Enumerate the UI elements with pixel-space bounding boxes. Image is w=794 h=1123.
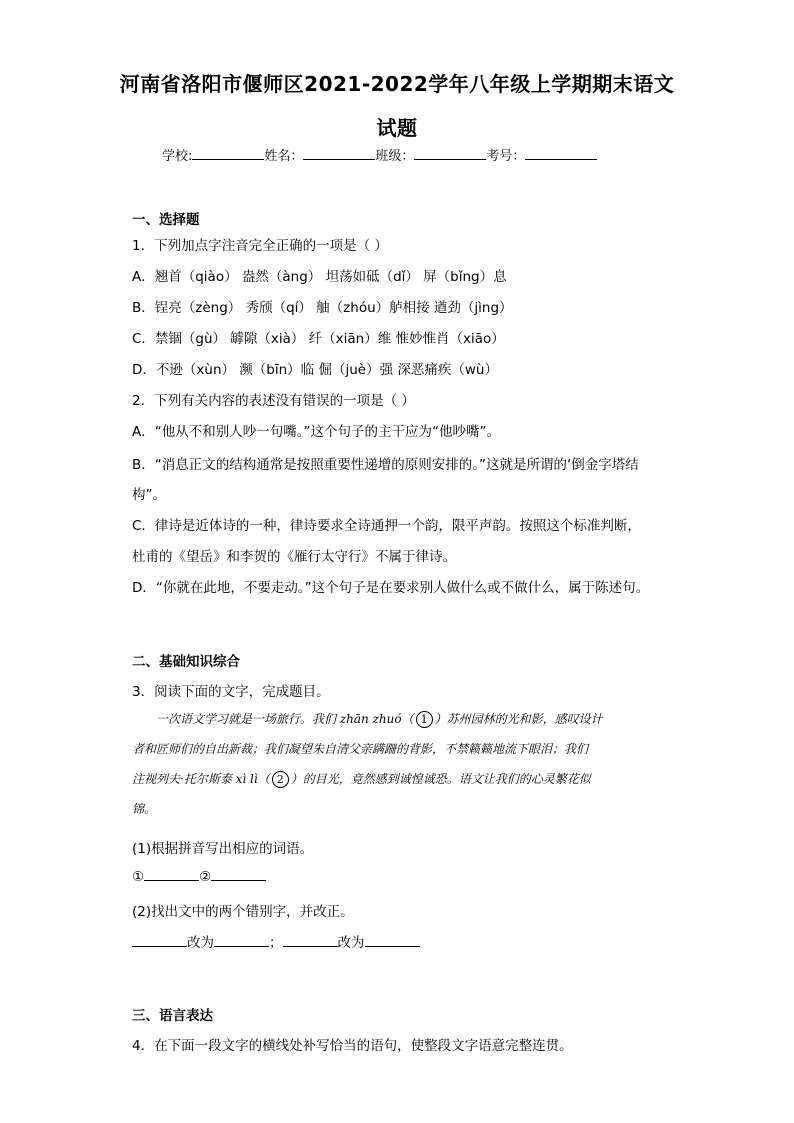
section-heading-expression: 三、语言表达 [132, 1008, 213, 1024]
question-2-option-b: B．“消息正文的结构通常是按照重要性递增的原则安排的。”这就是所谓的‘倒金字塔结 [132, 457, 639, 473]
school-label: 学校: [162, 149, 193, 164]
fix-label-1: 改为 [187, 935, 214, 951]
name-label: 姓名： [264, 149, 304, 164]
correct-char-blank-2[interactable] [365, 934, 420, 947]
question-1-option-b: B．锃亮（zèng） 秀颀（qí） 舳（zhóu）舻相接 遒劲（jìng） [132, 300, 513, 316]
passage-line-2: 者和匠师们的自出新裁；我们凝望朱自清父亲蹒跚的背影，不禁籁籁地流下眼泪；我们 [132, 742, 589, 756]
question-3-stem: 3．阅读下面的文字，完成题目。 [132, 684, 330, 700]
answer-label-2: ② [199, 869, 212, 885]
fix-label-2: 改为 [337, 935, 365, 951]
answer-blank-2[interactable] [211, 868, 266, 881]
question-4-stem: 4．在下面一段文字的横线处补写恰当的语句，使整段文字语意完整连贯。 [132, 1038, 573, 1054]
separator: ； [269, 935, 283, 951]
section-heading-choice: 一、选择题 [132, 212, 200, 228]
answer-label-1: ① [132, 869, 145, 885]
school-blank[interactable] [192, 147, 264, 160]
question-2-option-a: A．“他从不和别人吵一句嘴。”这个句子的主干应为“他吵嘴”。 [132, 424, 500, 440]
blank-number-2: 2 [272, 771, 289, 788]
passage-line-4: 锦。 [132, 802, 157, 816]
question-2-option-c-cont: 杜甫的《望岳》和李贺的《雁行太守行》不属于律诗。 [132, 549, 456, 565]
passage-line-1b: ）苏州园林的光和影，感叹设计 [434, 712, 603, 726]
answer-blank-1[interactable] [144, 868, 199, 881]
question-1-option-c: C．禁锢（gù） 罅隙（xià） 纤（xiān）维 惟妙惟肖（xiāo） [132, 331, 505, 347]
exam-no-label: 考号： [486, 149, 526, 164]
question-1-option-d: D．不逊（xùn） 濒（bīn）临 倔（juè）强 深恶痛疾（wù） [132, 362, 498, 378]
wrong-char-blank-2[interactable] [283, 934, 338, 947]
name-blank[interactable] [303, 147, 375, 160]
wrong-char-blank-1[interactable] [132, 934, 187, 947]
blank-number-1: 1 [416, 711, 433, 728]
question-2-option-b-cont: 构”。 [132, 487, 166, 503]
passage-line-3b: ）的目光，竟然感到诚惶诚恐。语文让我们的心灵繁花似 [290, 772, 591, 786]
correct-char-blank-1[interactable] [214, 934, 269, 947]
question-3-sub-2-answers [132, 931, 420, 951]
section-heading-basics: 二、基础知识综合 [132, 654, 240, 670]
exam-title-cont: 试题 [376, 116, 418, 140]
question-3-sub-2: (2)找出文中的两个错别字，并改正。 [132, 904, 354, 920]
exam-no-blank[interactable] [525, 147, 597, 160]
question-2-option-c: C．律诗是近体诗的一种，律诗要求全诗通押一个韵，限平声韵。按照这个标准判断， [132, 518, 641, 534]
exam-title: 河南省洛阳市偃师区2021-2022学年八年级上学期期末语文 [119, 72, 675, 96]
question-2-option-d: D．“你就在此地，不要走动。”这个句子是在要求别人做什么或不做什么，属于陈述句。 [132, 580, 650, 596]
class-blank[interactable] [414, 147, 486, 160]
question-1-stem: 1．下列加点字注音完全正确的一项是（ ） [132, 238, 388, 254]
class-label: 班级： [375, 149, 415, 164]
passage-line-1a: 一次语文学习就是一场旅行。我们 zhān zhuó（ [156, 712, 414, 726]
question-1-option-a: A．翘首（qiào） 盎然（àng） 坦荡如砥（dǐ） 屏（bǐng）息 [132, 269, 507, 285]
passage-line-3a: 注视列夫·托尔斯泰 xì lì（ [132, 772, 270, 786]
reading-passage [132, 704, 662, 824]
student-info-row [162, 145, 597, 164]
question-2-stem: 2．下列有关内容的表述没有错误的一项是（ ） [132, 393, 415, 409]
question-3-sub-1-answers [132, 868, 266, 885]
question-3-sub-1: (1)根据拼音写出相应的词语。 [132, 841, 314, 857]
